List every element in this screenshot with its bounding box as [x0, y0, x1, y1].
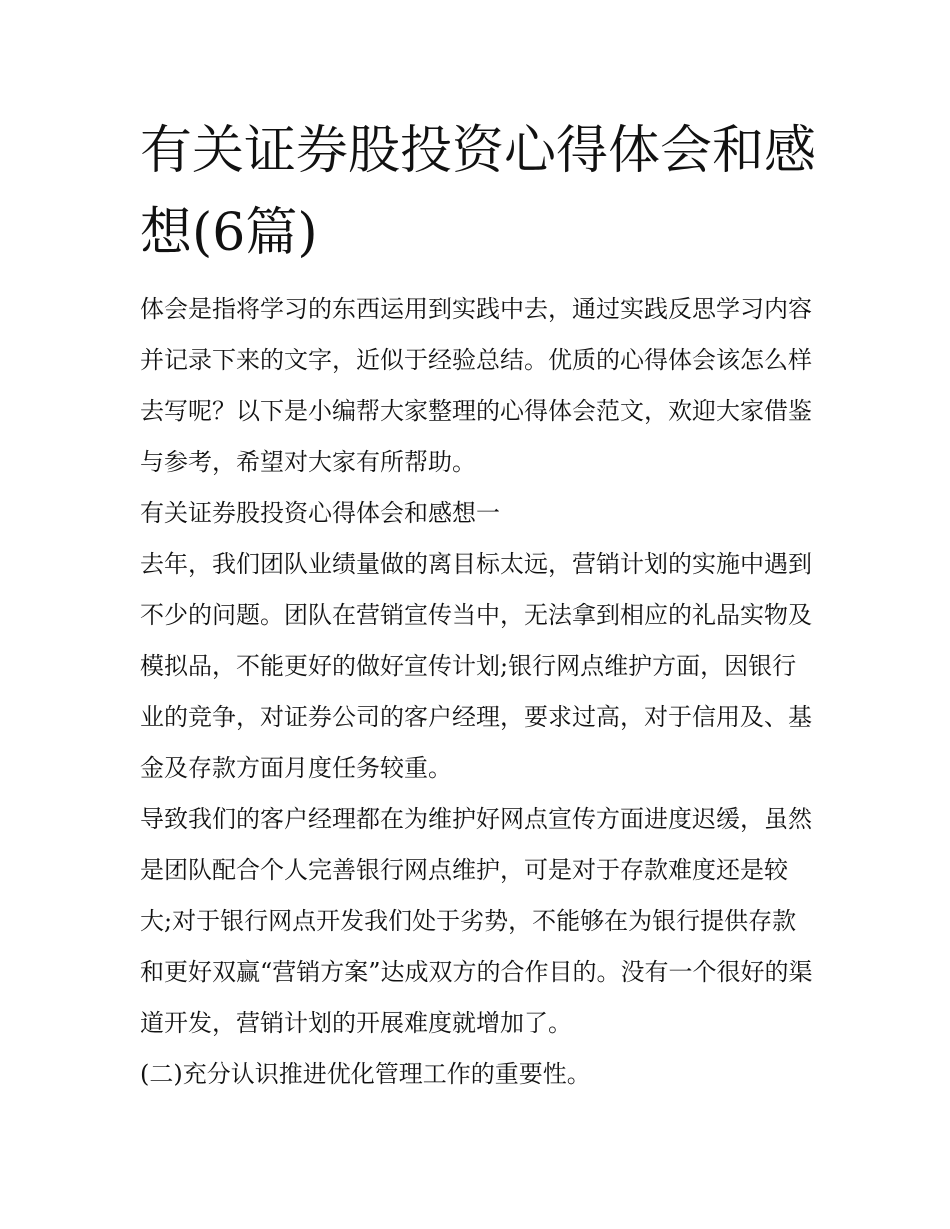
body-paragraph-2: 导致我们的客户经理都在为维护好网点宣传方面进度迟缓，虽然是团队配合个人完善银行网点维护，可是对于存款难度还是较大;对于银行网点开发我们处于劣势，不能够在为银行提供存款和更好双赢“营销方案”达成双方的合作目的。没有一个很好的渠道开发，营销计划的开展难度就增加了。	[140, 805, 813, 1037]
intro-paragraph: 体会是指将学习的东西运用到实践中去，通过实践反思学习内容并记录下来的文字，近似于经验总结。优质的心得体会该怎么样去写呢？以下是小编帮大家整理的心得体会范文，欢迎大家借鉴与参考，希望对大家有所帮助。	[140, 295, 812, 476]
body-paragraph-1: 去年，我们团队业绩量做的离目标太远，营销计划的实施中遇到不少的问题。团队在营销宣传当中，无法拿到相应的礼品实物及模拟品，不能更好的做好宣传计划;银行网点维护方面，因银行业的竞争，对证券公司的客户经理，要求过高，对于信用及、基金及存款方面月度任务较重。	[140, 550, 812, 782]
subsection-heading: (二)充分认识推进优化管理工作的重要性。	[140, 1060, 591, 1088]
document-title: 有关证券股投资心得体会和感想(6篇)	[140, 121, 817, 263]
section-heading: 有关证券股投资心得体会和感想一	[140, 499, 500, 527]
document-page	[140, 110, 820, 1100]
